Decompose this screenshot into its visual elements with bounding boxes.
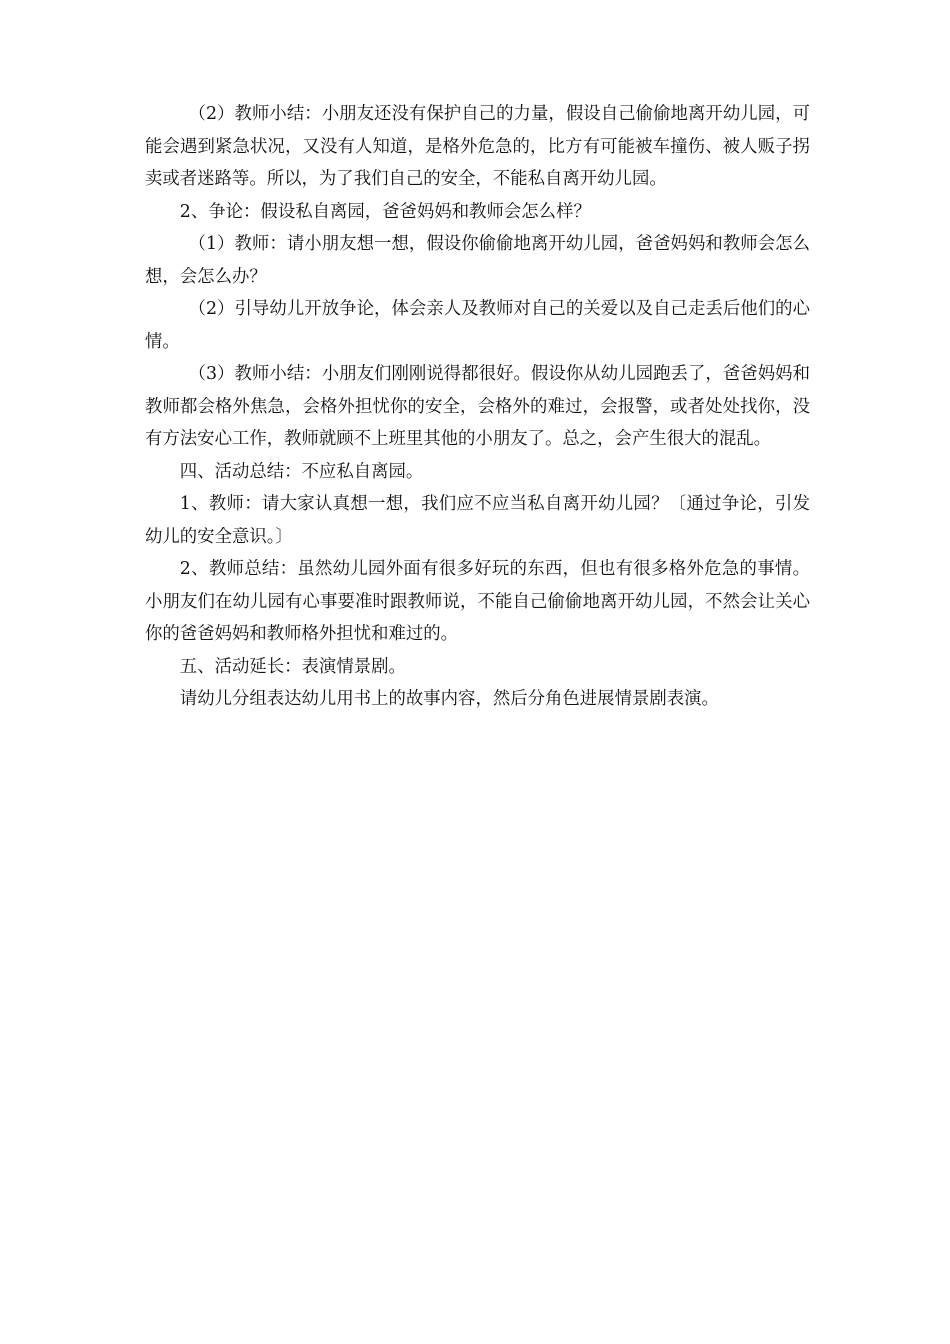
section-heading-activity-extension: 五、活动延长：表演情景剧。 xyxy=(179,656,406,677)
paragraph-teacher-summary-2: （3）教师小结：小朋友们刚刚说得都很好。假设你从幼儿园跑丢了，爸爸妈妈和教师都会格外焦急，会格外担忧你的安全，会格外的难过，会报警，或者处处找你，没有方法安心工作，教师就顾不上班里其他的小朋友了。总之，会产生很大的混乱。 xyxy=(145,364,810,449)
paragraph-guide-discussion: （2）引导幼儿开放争论，体会亲人及教师对自己的关爱以及自己走丢后他们的心情。 xyxy=(145,299,810,352)
document-body xyxy=(145,98,810,716)
section-heading-activity-summary: 四、活动总结：不应私自离园。 xyxy=(179,461,424,482)
paragraph-teacher-conclusion: 2、教师总结：虽然幼儿园外面有很多好玩的东西，但也有很多格外危急的事情。小朋友们在幼儿园有心事要准时跟教师说，不能自己偷偷地离开幼儿园，不然会让关心你的爸爸妈妈和教师格外担忧和难过的。 xyxy=(145,559,810,644)
paragraph-teacher-summary-1: （2）教师小结：小朋友还没有保护自己的力量，假设自己偷偷地离开幼儿园，可能会遇到紧急状况，又没有人知道，是格外危急的，比方有可能被车撞伤、被人贩子拐卖或者迷路等。所以，为了我们自己的安全，不能私自离开幼儿园。 xyxy=(145,104,810,189)
paragraph-discussion-heading: 2、争论：假设私自离园，爸爸妈妈和教师会怎么样？ xyxy=(179,201,591,222)
paragraph-teacher-question: （1）教师：请小朋友想一想，假设你偷偷地离开幼儿园，爸爸妈妈和教师会怎么想，会怎么办？ xyxy=(145,234,810,287)
paragraph-teacher-reflect: 1、教师：请大家认真想一想，我们应不应当私自离开幼儿园？〔通过争论，引发幼儿的安全意识。〕 xyxy=(145,494,810,547)
paragraph-role-play: 请幼儿分组表达幼儿用书上的故事内容，然后分角色进展情景剧表演。 xyxy=(179,689,719,709)
